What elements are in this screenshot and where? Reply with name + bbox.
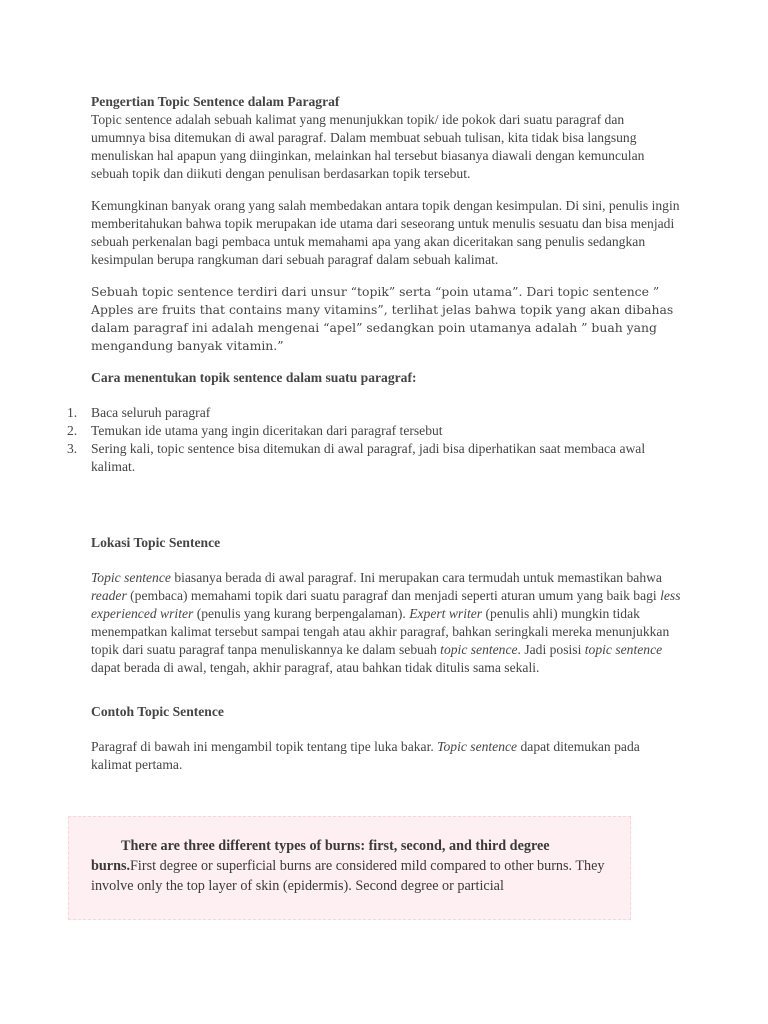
spacer [91,476,681,534]
section-title: Pengertian Topic Sentence dalam Paragraf [91,94,340,109]
paragraph-location: Topic sentence biasanya berada di awal paragraf. Ini merupakan cara termudah untuk memastikan bahwa reader (pembaca) memahami topik dari suatu paragraf dan menjadi seperti aturan umum yang baik bagi less experienced writer (penulis yang kurang berpengalaman). Expert writer (penulis ahli) mungkin tidak menempatkan kalimat tersebut sampai tengah atau akhir paragraf, bahkan seringkali mereka menunjukkan topik dari suatu paragraf tanpa menuliskannya ke dalam sebuah topic sentence. Jadi posisi topic sentence dapat berada di awal, tengah, akhir paragraf, atau bahkan tidak ditulis sama sekali. [91,570,681,675]
location-heading: Lokasi Topic Sentence [91,535,221,550]
document-page [67,93,681,788]
steps-heading: Cara menentukan topik sentence dalam suatu paragraf: [91,370,417,385]
paragraph-example-intro: Paragraf di bawah ini mengambil topik tentang tipe luka bakar. Topic sentence dapat ditemukan pada kalimat pertama. [91,739,640,772]
paragraph-difference: Kemungkinan banyak orang yang salah membedakan antara topik dengan kesimpulan. Di sini, penulis ingin memberitahukan bahwa topik merupakan ide utama dari seseorang untuk menulis sesuatu dan bisa menjadi sebuah perkenalan bagi pembaca untuk memahami apa yang akan diceritakan sang penulis sedangkan kesimpulan berupa rangkuman dari sebuah paragraf dalam sebuah kalimat. [91,198,680,267]
steps-list [67,404,681,476]
quote-body: First degree or superficial burns are considered mild compared to other burns. They involve only the top layer of skin (epidermis). Second degree or particial [91,858,605,894]
list-item: 1. Baca seluruh paragraf [67,405,211,420]
list-item: 3. Sering kali, topic sentence bisa ditemukan di awal paragraf, jadi bisa diperhatikan saat membaca awal kalimat. [67,441,646,474]
quote-topic-sentence: There are three different types of burns: first, second, and third degree burns. [91,838,550,874]
paragraph-example-apples: Sebuah topic sentence terdiri dari unsur “topik” serta “poin utama”. Dari topic sentence ” Apples are fruits that contains many vitamins”, terlihat jelas bahwa topik yang akan dibahas dalam paragraf ini adalah mengenai “apel” sedangkan poin utamanya adalah ” buah yang mengandung banyak vitamin.” [91,284,674,353]
list-item: 2. Temukan ide utama yang ingin diceritakan dari paragraf tersebut [67,423,443,438]
example-heading: Contoh Topic Sentence [91,704,224,719]
paragraph-definition: Topic sentence adalah sebuah kalimat yang menunjukkan topik/ ide pokok dari suatu paragraf dan umumnya bisa ditemukan di awal paragraf. Dalam membuat sebuah tulisan, kita tidak bisa langsung menuliskan hal apapun yang diinginkan, melainkan hal tersebut biasanya diawali dengan kemunculan sebuah topik dan diikuti dengan penulisan berdasarkan topik tersebut. [91,112,645,181]
example-quote-box [68,816,631,920]
